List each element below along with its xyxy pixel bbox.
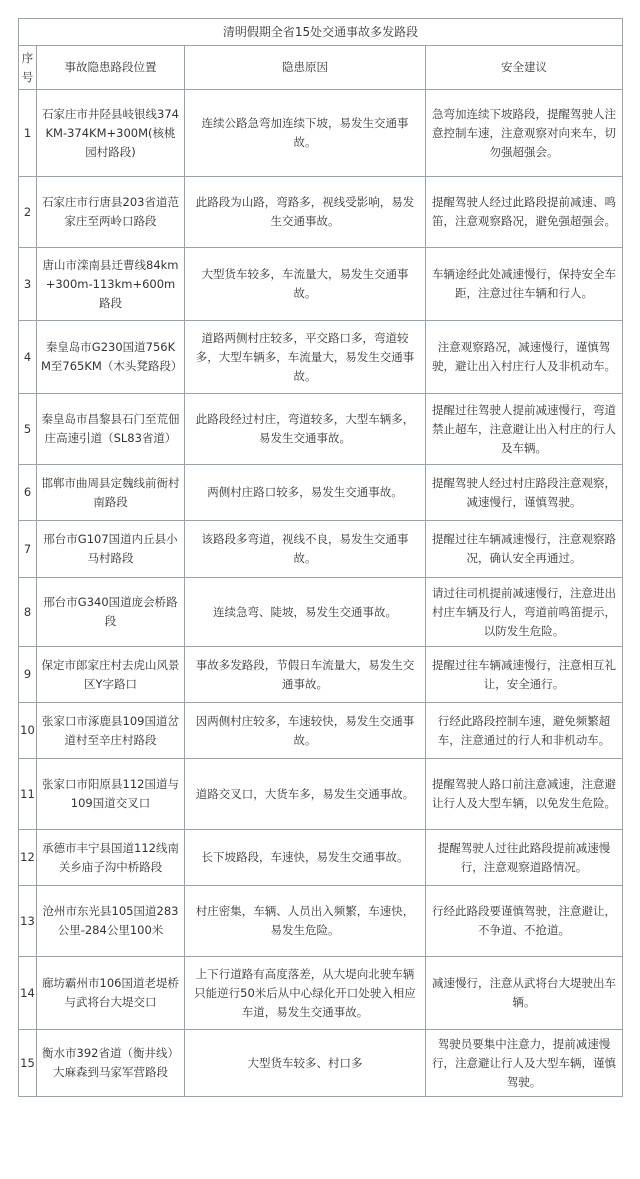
row-advice: 减速慢行，注意从武将台大堤驶出车辆。 <box>426 957 623 1030</box>
table-row <box>19 1030 623 1097</box>
row-no: 8 <box>19 578 37 647</box>
header-location: 事故隐患路段位置 <box>37 46 185 90</box>
table-row <box>19 521 623 578</box>
table-title: 清明假期全省15处交通事故多发路段 <box>19 19 623 46</box>
table-body <box>19 19 623 1097</box>
row-cause: 连续公路急弯加连续下坡，易发生交通事故。 <box>185 90 426 177</box>
row-cause: 大型货车较多，车流量大，易发生交通事故。 <box>185 248 426 321</box>
row-advice: 提醒过往车辆减速慢行，注意观察路况，确认安全再通过。 <box>426 521 623 578</box>
row-advice: 驾驶员要集中注意力，提前减速慢行，注意避让行人及大型车辆，谨慎驾驶。 <box>426 1030 623 1097</box>
row-location: 保定市郎家庄村去虎山风景区Y字路口 <box>37 647 185 703</box>
row-no: 4 <box>19 321 37 394</box>
row-no: 14 <box>19 957 37 1030</box>
row-cause: 两侧村庄路口较多，易发生交通事故。 <box>185 465 426 521</box>
row-no: 12 <box>19 830 37 886</box>
row-no: 3 <box>19 248 37 321</box>
table-row <box>19 886 623 957</box>
row-advice: 行经此路段控制车速，避免频繁超车，注意通过的行人和非机动车。 <box>426 703 623 759</box>
row-cause: 因两侧村庄较多，车速较快，易发生交通事故。 <box>185 703 426 759</box>
row-advice: 提醒过往车辆减速慢行，注意相互礼让，安全通行。 <box>426 647 623 703</box>
row-cause: 大型货车较多、村口多 <box>185 1030 426 1097</box>
row-no: 2 <box>19 177 37 248</box>
row-no: 15 <box>19 1030 37 1097</box>
row-no: 9 <box>19 647 37 703</box>
row-advice: 提醒过往驾驶人提前减速慢行，弯道禁止超车，注意避让出入村庄的行人及车辆。 <box>426 394 623 465</box>
table-row <box>19 90 623 177</box>
row-cause: 长下坡路段，车速快，易发生交通事故。 <box>185 830 426 886</box>
row-no: 10 <box>19 703 37 759</box>
row-location: 秦皇岛市昌黎县石门至荒佃庄高速引道（SL83省道） <box>37 394 185 465</box>
table-row <box>19 703 623 759</box>
row-no: 7 <box>19 521 37 578</box>
header-no: 序号 <box>19 46 37 90</box>
row-cause: 上下行道路有高度落差，从大堤向北驶车辆只能逆行50米后从中心绿化开口处驶入相应车道，易发生交通事故。 <box>185 957 426 1030</box>
table-header-row <box>19 46 623 90</box>
row-location: 衡水市392省道（衡井线）大麻森到马家军营路段 <box>37 1030 185 1097</box>
row-location: 沧州市东光县105国道283公里-284公里100米 <box>37 886 185 957</box>
row-location: 唐山市滦南县迁曹线84km+300m-113km+600m路段 <box>37 248 185 321</box>
row-no: 1 <box>19 90 37 177</box>
row-cause: 事故多发路段，节假日车流量大，易发生交通事故。 <box>185 647 426 703</box>
table-row <box>19 830 623 886</box>
row-location: 石家庄市行唐县203省道范家庄至两岭口路段 <box>37 177 185 248</box>
row-location: 秦皇岛市G230国道756KM至765KM（木头凳路段） <box>37 321 185 394</box>
table-row <box>19 647 623 703</box>
row-cause: 连续急弯、陡坡，易发生交通事故。 <box>185 578 426 647</box>
row-advice: 注意观察路况，减速慢行，谨慎驾驶，避让出入村庄行人及非机动车。 <box>426 321 623 394</box>
table-row <box>19 177 623 248</box>
table-row <box>19 394 623 465</box>
row-no: 13 <box>19 886 37 957</box>
row-advice: 提醒驾驶人经过此路段提前减速、鸣笛，注意观察路况，避免强超强会。 <box>426 177 623 248</box>
table-row <box>19 578 623 647</box>
table-row <box>19 759 623 830</box>
row-no: 5 <box>19 394 37 465</box>
row-location: 邢台市G107国道内丘县小马村路段 <box>37 521 185 578</box>
row-cause: 该路段多弯道，视线不良，易发生交通事故。 <box>185 521 426 578</box>
row-location: 邯郸市曲周县定魏线前衙村南路段 <box>37 465 185 521</box>
row-cause: 此路段为山路，弯路多，视线受影响，易发生交通事故。 <box>185 177 426 248</box>
row-location: 廊坊霸州市106国道老堤桥与武将台大堤交口 <box>37 957 185 1030</box>
table-row <box>19 321 623 394</box>
row-cause: 道路交叉口，大货车多，易发生交通事故。 <box>185 759 426 830</box>
row-location: 邢台市G340国道庞会桥路段 <box>37 578 185 647</box>
row-advice: 行经此路段要谨慎驾驶，注意避让，不争道、不抢道。 <box>426 886 623 957</box>
row-advice: 提醒驾驶人经过村庄路段注意观察，减速慢行，谨慎驾驶。 <box>426 465 623 521</box>
row-advice: 提醒驾驶人过往此路段提前减速慢行，注意观察道路情况。 <box>426 830 623 886</box>
row-no: 6 <box>19 465 37 521</box>
header-advice: 安全建议 <box>426 46 623 90</box>
accident-roads-table <box>18 18 623 1097</box>
row-cause: 道路两侧村庄较多，平交路口多，弯道较多，大型车辆多，车流量大，易发生交通事故。 <box>185 321 426 394</box>
row-location: 张家口市阳原县112国道与109国道交叉口 <box>37 759 185 830</box>
table-row <box>19 465 623 521</box>
row-cause: 村庄密集，车辆、人员出入频繁，车速快，易发生危险。 <box>185 886 426 957</box>
row-advice: 提醒驾驶人路口前注意减速，注意避让行人及大型车辆，以免发生危险。 <box>426 759 623 830</box>
row-location: 张家口市涿鹿县109国道岔道村至辛庄村路段 <box>37 703 185 759</box>
table-row <box>19 957 623 1030</box>
row-location: 承德市丰宁县国道112线南关乡庙子沟中桥路段 <box>37 830 185 886</box>
table-title-row <box>19 19 623 46</box>
header-cause: 隐患原因 <box>185 46 426 90</box>
row-advice: 请过往司机提前减速慢行，注意进出村庄车辆及行人，弯道前鸣笛提示，以防发生危险。 <box>426 578 623 647</box>
row-location: 石家庄市井陉县岐银线374KM-374KM+300M(核桃园村路段) <box>37 90 185 177</box>
row-cause: 此路段经过村庄，弯道较多，大型车辆多，易发生交通事故。 <box>185 394 426 465</box>
table-row <box>19 248 623 321</box>
row-no: 11 <box>19 759 37 830</box>
row-advice: 急弯加连续下坡路段，提醒驾驶人注意控制车速，注意观察对向来车，切勿强超强会。 <box>426 90 623 177</box>
row-advice: 车辆途经此处减速慢行，保持安全车距，注意过往车辆和行人。 <box>426 248 623 321</box>
